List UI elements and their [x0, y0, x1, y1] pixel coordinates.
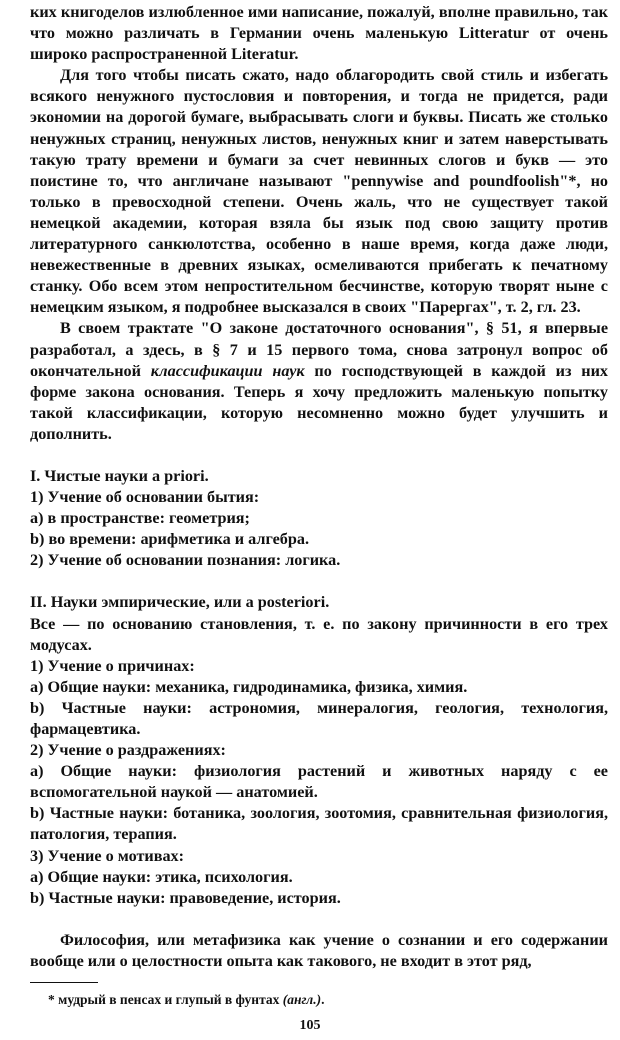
section-1-item-1b: b) во времени: арифметика и алгебра.: [30, 530, 310, 549]
spacer: [30, 445, 608, 466]
section-1-item-1a: a) в пространстве: геометрия;: [30, 509, 250, 528]
section-2-item-1: 1) Учение о причинах:: [30, 656, 195, 675]
section-2-item-2a: a) Общие науки: физиология растений и животных наряду с ее вспомогательной наукой — анатомией.: [30, 762, 608, 802]
section-2-title: II. Науки эмпирические, или a posteriori.: [30, 593, 330, 612]
footnote-text: * мудрый в пенсах и глупый в фунтах: [48, 992, 283, 1007]
section-1-item-1: 1) Учение об основании бытия:: [30, 488, 260, 507]
emphasis-classification-of-sciences: классификации наук: [150, 361, 305, 380]
spacer: [30, 909, 608, 930]
section-1-item-2: 2) Учение об основании познания: логика.: [30, 551, 341, 570]
paragraph-2: Для того чтобы писать сжато, надо облагородить свой стиль и избегать всякого ненужного пустословия и повторения, и тогда не придется, ради экономии на дорогой бумаге, выбрасывать слоги и буквы. Писать же столько ненужных страниц, ненужных листов, ненужных книг и затем наверстывать такую трату времени и бумаги за счет невинных слогов и букв — это поистине то, что англичане называют "pennywise and poundfoolish"*, но только в превосходной степени. Очень жаль, что не существует такой немецкой академии, которая взяла бы язык под свою защиту против литературного санкюлотства, особенно в наше время, когда даже люди, невежественные в древних языках, осмеливаются прибегать к печатному станку. Обо всем этом непростительном бесчинстве, которую творят ныне с немецким языком, я подробнее высказался в своих "Парергах", т. 2, гл. 23.: [30, 66, 608, 317]
page-number: 105: [299, 1018, 321, 1033]
section-2-item-1b: b) Частные науки: астрономия, минералогия, геология, технология, фармацевтика.: [30, 698, 608, 738]
section-2-item-2b: b) Частные науки: ботаника, зоология, зоотомия, сравнительная физиология, патология, терапия.: [30, 804, 608, 844]
footnote-end: .: [321, 992, 325, 1007]
paragraph-1: ких книгоделов излюбленное ими написание, пожалуй, вполне правильно, так что можно различать в Германии очень маленькую Litteratur от очень широко распространенной Literatur.: [30, 3, 608, 64]
footnote-language-note: (англ.): [282, 992, 322, 1007]
section-2-item-3a: a) Общие науки: этика, психология.: [30, 867, 293, 886]
paragraph-3-part-1: В своем трактате "О законе достаточного основания", § 51, я впервые разработал, а здесь, в § 7 и 15 первого тома, снова затронул вопрос об окончательной: [30, 319, 608, 380]
section-1-title: I. Чистые науки a priori.: [30, 466, 209, 485]
paragraph-3: [30, 318, 608, 445]
footnote-divider: [30, 982, 98, 983]
section-2-intro: Все — по основанию становления, т. е. по закону причинности в его трех модусах.: [30, 614, 608, 654]
section-2-item-2: 2) Учение о раздражениях:: [30, 741, 226, 760]
paragraph-final: Философия, или метафизика как учение о сознании и его содержании вообще или о целостности опыта как такового, не входит в этот ряд,: [30, 930, 608, 970]
paragraph-3-part-2: по господствующей в каждой из них форме закона основания. Теперь я хочу предложить маленькую попытку такой классификации, которую несомненно можно будет улучшить и дополнить.: [30, 361, 608, 443]
section-2-item-3: 3) Учение о мотивах:: [30, 846, 185, 865]
footnote: [48, 991, 325, 1008]
section-2-item-3b: b) Частные науки: правоведение, история.: [30, 888, 341, 907]
section-2-item-1a: a) Общие науки: механика, гидродинамика, физика, химия.: [30, 677, 468, 696]
spacer: [30, 571, 608, 592]
